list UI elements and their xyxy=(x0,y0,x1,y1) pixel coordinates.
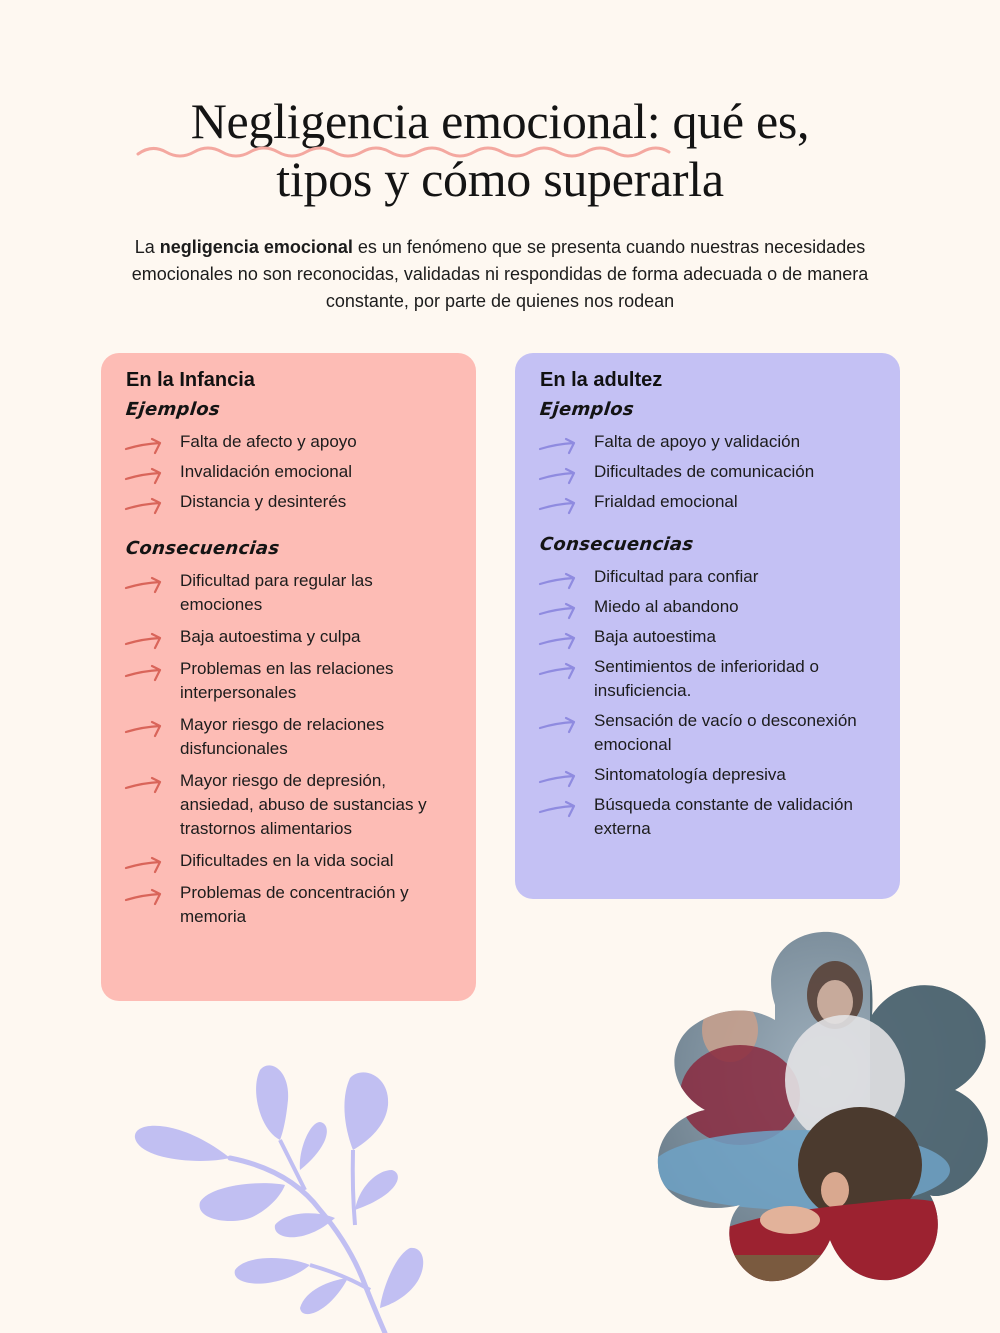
arrow-icon xyxy=(124,774,164,796)
infancia-consequences-label: Consecuencias xyxy=(124,538,281,559)
arrow-icon xyxy=(124,718,164,740)
list-item: Distancia y desinterés xyxy=(126,490,452,514)
infancia-consequences-list xyxy=(126,569,452,929)
intro-bold-term: negligencia emocional xyxy=(159,237,353,257)
leaf-branch-icon xyxy=(120,1050,440,1333)
adultez-examples-label: Ejemplos xyxy=(538,399,636,420)
arrow-icon xyxy=(538,768,578,790)
arrow-icon xyxy=(124,574,164,596)
adultez-title: En la adultez xyxy=(540,369,663,391)
arrow-icon xyxy=(124,854,164,876)
infancia-title: En la Infancia xyxy=(126,369,255,391)
list-item: Sensación de vacío o desconexión emocional xyxy=(540,709,876,757)
arrow-icon xyxy=(124,495,164,517)
list-item: Dificultad para confiar xyxy=(540,565,876,589)
list-item: Falta de apoyo y validación xyxy=(540,430,876,454)
list-item: Baja autoestima y culpa xyxy=(126,625,452,649)
list-item: Problemas de concentración y memoria xyxy=(126,881,452,929)
list-item: Falta de afecto y apoyo xyxy=(126,430,452,454)
arrow-icon xyxy=(538,600,578,622)
arrow-icon xyxy=(538,465,578,487)
list-item: Mayor riesgo de relaciones disfuncionales xyxy=(126,713,452,761)
arrow-icon xyxy=(538,495,578,517)
arrow-icon xyxy=(538,714,578,736)
list-item: Sentimientos de inferioridad o insuficiencia. xyxy=(540,655,876,703)
list-item: Problemas en las relaciones interpersonales xyxy=(126,657,452,705)
adultez-consequences-list xyxy=(540,565,876,841)
title-line-2: tipos y cómo superarla xyxy=(276,151,724,207)
list-item: Búsqueda constante de validación externa xyxy=(540,793,876,841)
title-line-1: Negligencia emocional: qué es, xyxy=(190,93,810,149)
list-item: Miedo al abandono xyxy=(540,595,876,619)
arrow-icon xyxy=(538,630,578,652)
list-item: Frialdad emocional xyxy=(540,490,876,514)
arrow-icon xyxy=(124,435,164,457)
list-item: Dificultad para regular las emociones xyxy=(126,569,452,617)
adultez-examples-list xyxy=(540,430,876,514)
infancia-examples-label: Ejemplos xyxy=(124,399,222,420)
flower-photo xyxy=(650,920,1000,1300)
squiggle-underline-icon xyxy=(136,142,671,162)
infancia-examples-list xyxy=(126,430,452,514)
list-item: Dificultades de comunicación xyxy=(540,460,876,484)
arrow-icon xyxy=(124,662,164,684)
arrow-icon xyxy=(538,798,578,820)
list-item: Dificultades en la vida social xyxy=(126,849,452,873)
arrow-icon xyxy=(124,465,164,487)
adultez-card xyxy=(515,353,900,899)
arrow-icon xyxy=(538,435,578,457)
adultez-consequences-label: Consecuencias xyxy=(538,534,695,555)
list-item: Sintomatología depresiva xyxy=(540,763,876,787)
list-item: Invalidación emocional xyxy=(126,460,452,484)
intro-paragraph: La negligencia emocional es un fenómeno que se presenta cuando nuestras necesidades emocionales no son reconocidas, validadas ni respondidas de forma adecuada o de manera constante, por parte de quienes nos rodean xyxy=(131,237,869,311)
list-item: Mayor riesgo de depresión, ansiedad, abuso de sustancias y trastornos alimentarios xyxy=(126,769,452,841)
arrow-icon xyxy=(538,570,578,592)
infancia-card xyxy=(101,353,476,1001)
arrow-icon xyxy=(124,886,164,908)
arrow-icon xyxy=(124,630,164,652)
list-item: Baja autoestima xyxy=(540,625,876,649)
arrow-icon xyxy=(538,660,578,682)
